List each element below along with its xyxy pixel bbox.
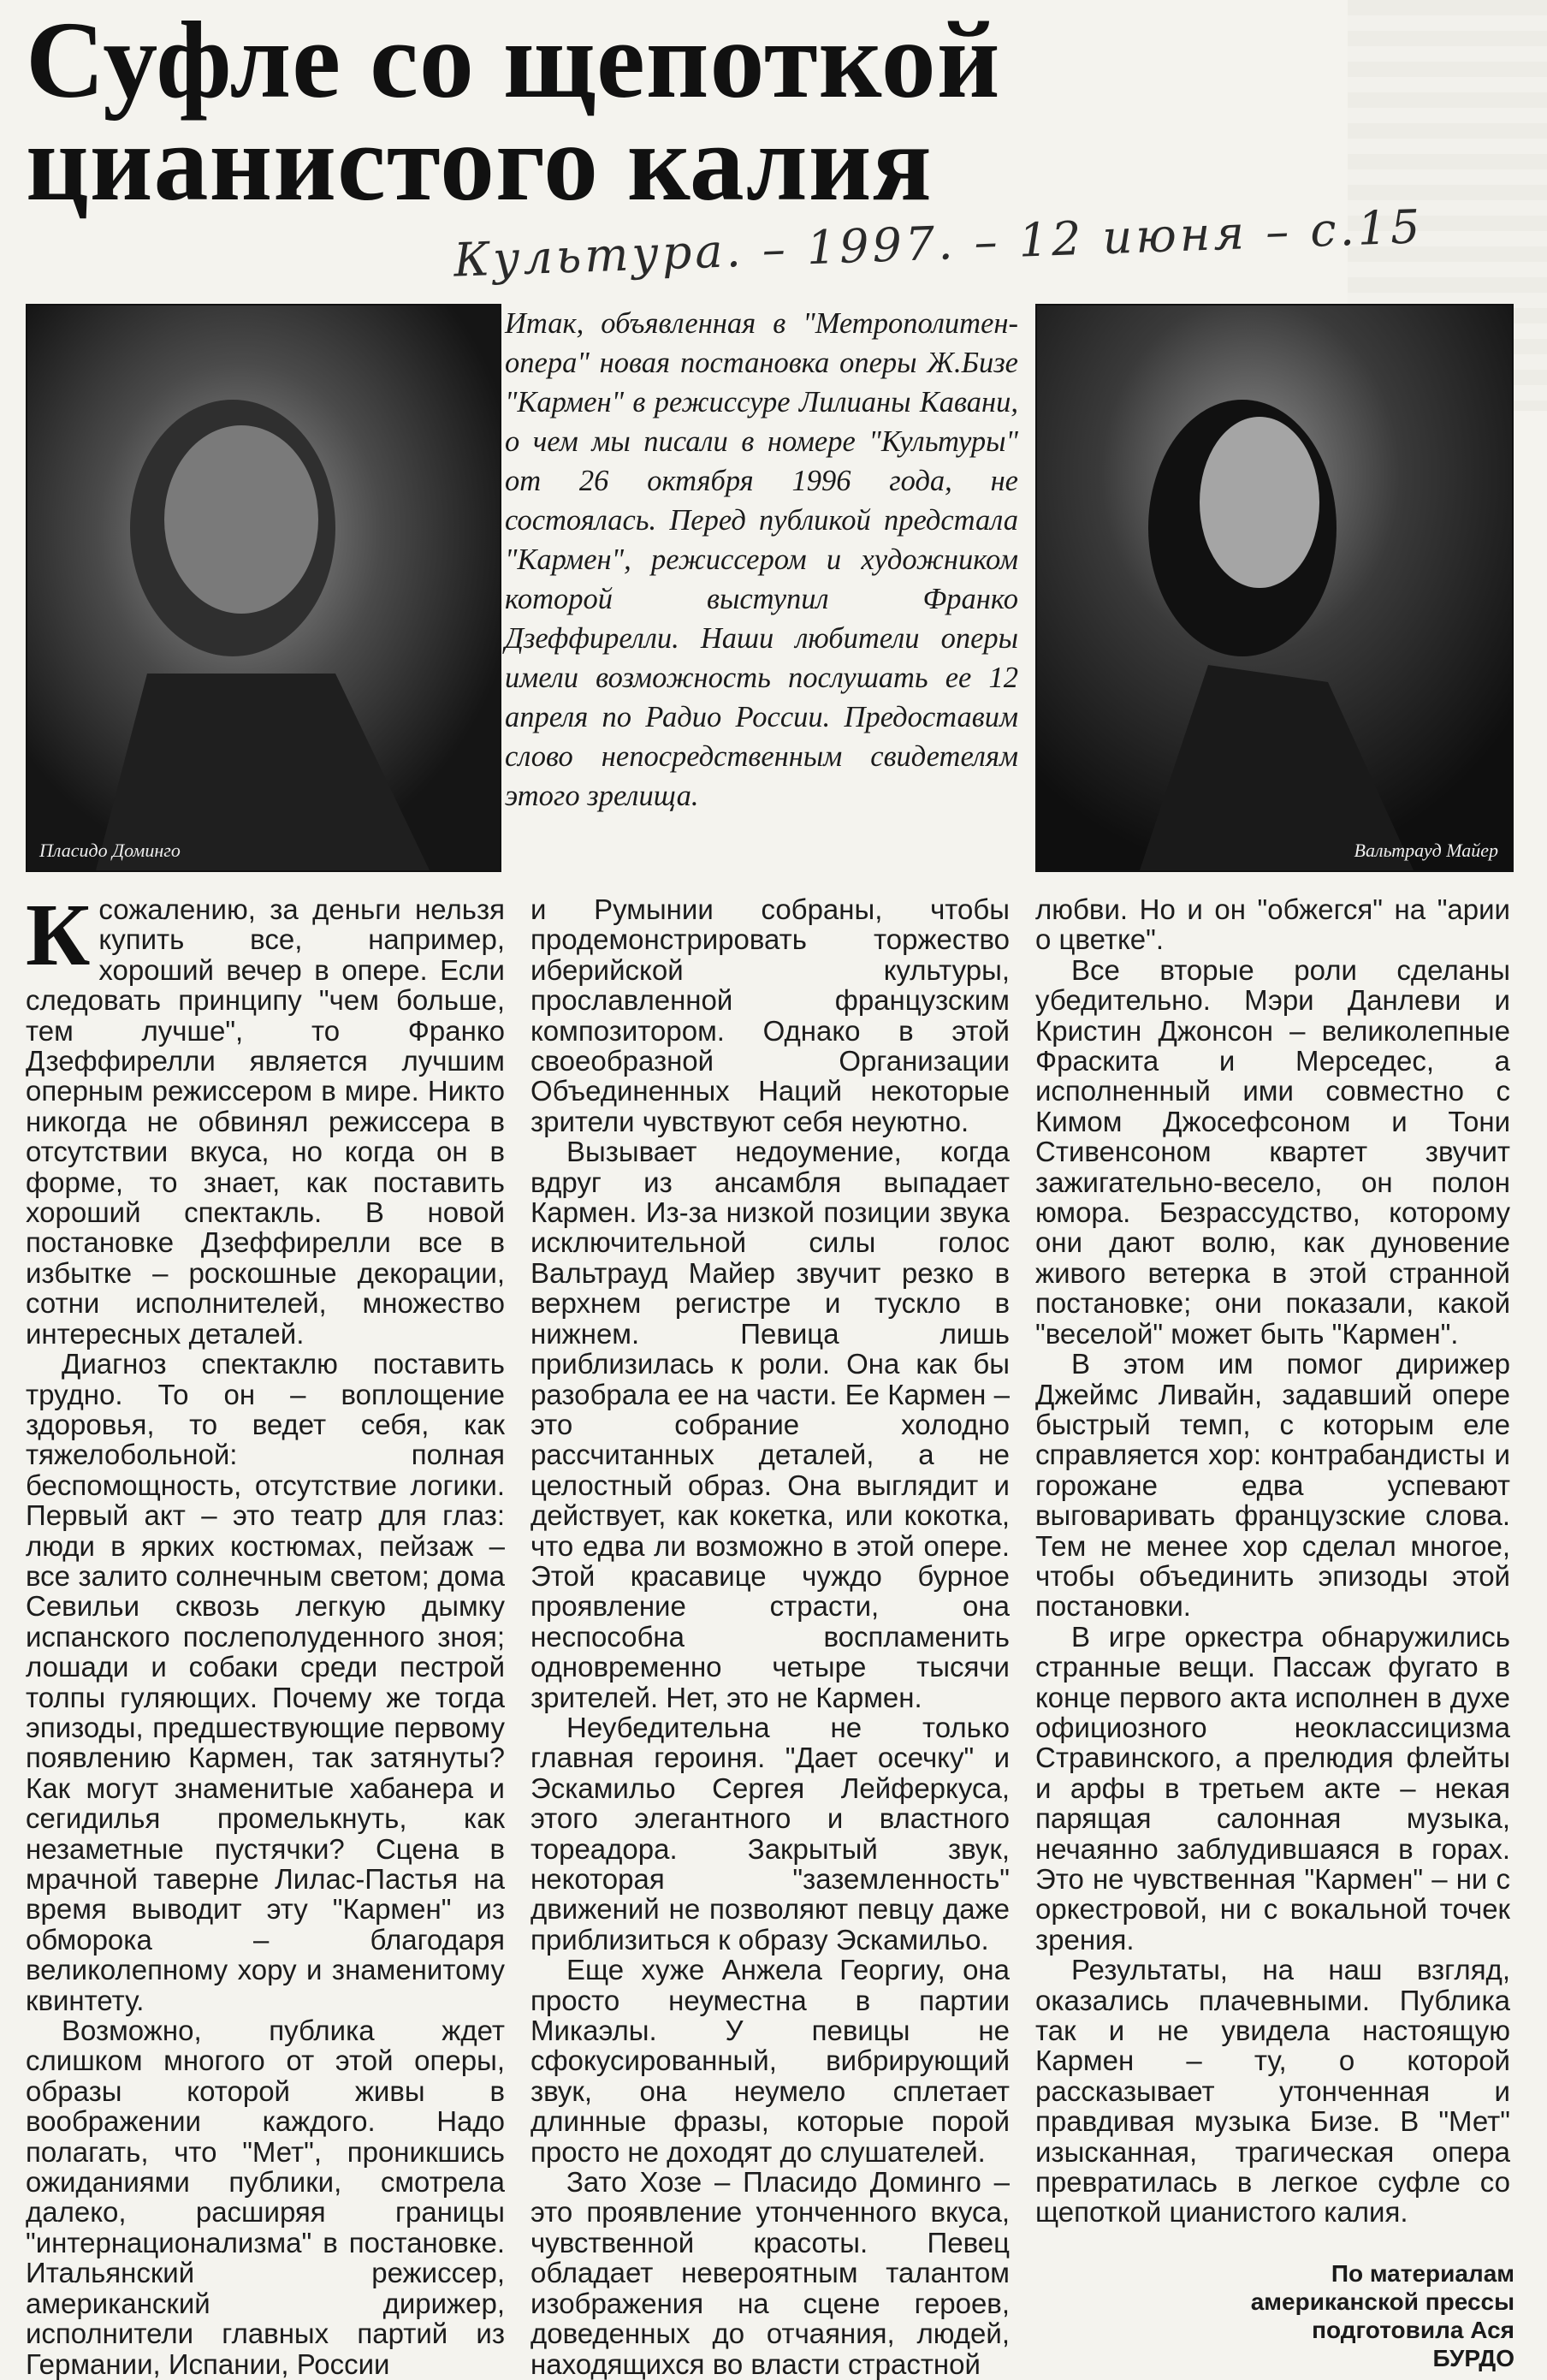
photo-caption: Вальтрауд Майер: [1354, 840, 1498, 861]
article-credit: [1224, 2259, 1514, 2372]
photo-placido-domingo: [26, 304, 501, 872]
paragraph: Возможно, публика ждет слишком многого от этой оперы, образы которой живы в воображении каждого. Надо полагать, что "Мет", проникшись ожиданиями публики, смотрела далеко, расширяя границы "интернационализма" в постановке. Итальянский режиссер, американский дирижер, исполнители главных партий из Германии, Испании, России: [26, 2015, 505, 2380]
portrait-image: [27, 306, 500, 870]
portrait-image: [1037, 306, 1512, 870]
headline-line-2: цианистого калия: [26, 102, 933, 223]
photo-caption: Пласидо Доминго: [39, 840, 181, 861]
paragraph: Результаты, на наш взгляд, оказались плачевными. Публика так и не увидела настоящую Кармен – ту, о которой рассказывает утонченная и правдивая музыка Бизе. В "Мет" изысканная, трагическая опера превратилась в легкое суфле со щепоткой цианистого калия.: [1035, 1954, 1510, 2229]
article-column-3: [1035, 894, 1510, 2228]
article-column-2: [530, 894, 1010, 2379]
paragraph: Диагноз спектаклю поставить трудно. То он – воплощение здоровья, то ведет себя, как тяжелобольной: полная беспомощность, отсутствие логики. Первый акт – это театр для глаз: люди в ярких костюмах, пейзаж – все залито солнечным светом; дома Севильи сквозь легкую дымку испанского послеполуденного зноя; лошади и собаки среди пестрой толпы гуляющих. Почему же тогда эпизоды, предшествующие первому появлению Кармен, так затянуты? Как могут знаменитые хабанера и сегидилья промелькнуть, как незаметные пустячки? Сцена в мрачной таверне Лилас-Пастья на время выводит эту "Кармен" из обморока – благодаря великолепному хору и знаменитому квинтету.: [26, 1348, 505, 2016]
headline: [26, 0, 1309, 223]
paragraph: любви. Но и он "обжегся" на "арии о цветке".: [1035, 893, 1510, 956]
paragraph: и Румынии собраны, чтобы продемонстрировать торжество иберийской культуры, прославленной французским композитором. Однако в этой своеобразной Организации Объединенных Наций некоторые зрители чувствуют себя неуютно.: [530, 893, 1010, 1137]
headline-line-1: Суфле со щепоткой: [26, 0, 1001, 121]
paragraph: Неубедительна не только главная героиня. "Дает осечку" и Эскамильо Сергея Лейферкуса, этого элегантного и властного тореадора. Закрытый звук, некоторая "заземленность" движений не позволяют певцу даже приблизиться к образу Эскамильо.: [530, 1711, 1010, 1956]
drop-cap: К: [26, 886, 91, 984]
photo-waltraud-meier: [1035, 304, 1514, 872]
paragraph: Еще хуже Анжела Георгиу, она просто неуместна в партии Микаэлы. У певицы не сфокусированный, вибрирующий звук, она неумело сплетает длинные фразы, которые порой просто не доходят до слушателей.: [530, 1954, 1010, 2168]
credit-line: подготовила Ася БУРДО: [1312, 2317, 1514, 2371]
paragraph: В этом им помог дирижер Джеймс Ливайн, задавший опере быстрый темп, с которым еле справляется хор: контрабандисты и горожане едва успевают выговаривать французские слова. Тем не менее хор сделал многое, чтобы объединить эпизоды этой постановки.: [1035, 1348, 1510, 1623]
paragraph: Ксожалению, за деньги нельзя купить все, например, хороший вечер в опере. Если следовать принципу "чем больше, тем лучше", то Франко Дзеффирелли является лучшим оперным режиссером в мире. Никто никогда не обвинял режиссера в отсутствии вкуса, но когда он в форме, то знает, как поставить хороший спектакль. В новой постановке Дзеффирелли все в избытке – роскошные декорации, сотни исполнителей, множество интересных деталей.: [26, 886, 505, 1350]
credit-line: американской прессы: [1250, 2288, 1514, 2315]
paragraph: Вызывает недоумение, когда вдруг из ансамбля выпадает Кармен. Из-за низкой позиции звука исключительной силы голос Вальтрауд Майер звучит резко в верхнем регистре и тускло в нижнем. Певица лишь приблизилась к роли. Она как бы разобрала ее на части. Ее Кармен – это собрание холодно рассчитанных деталей, а не целостный образ. Она выглядит и действует, как кокетка, или кокотка, что едва ли возможно в этой опере. Этой красавице чуждо бурное проявление страсти, она неспособна воспламенить одновременно четыре тысячи зрителей. Нет, это не Кармен.: [530, 1136, 1010, 1713]
paragraph: Все вторые роли сделаны убедительно. Мэри Данлеви и Кристин Джонсон – великолепные Фраскита и Мерседес, а исполненный ими совместно с Кимом Джосефсоном и Тони Стивенсоном квартет звучит зажигательно-весело, он полон юмора. Безрассудство, которому они дают волю, как дуновение живого ветерка в этой странной постановке; они показали, какой "веселой" может быть "Кармен".: [1035, 953, 1510, 1350]
paragraph: Зато Хозе – Пласидо Доминго – это проявление утонченного вкуса, чувственной красоты. Певец обладает невероятным талантом изображения на сцене героев, доведенных до отчаяния, людей, находящихся во власти страстной: [530, 2166, 1010, 2380]
handwritten-citation: Культура. – 1997. – 12 июня – с.15: [453, 199, 1425, 288]
lead-paragraph: Итак, объявленная в "Метрополитен-опера" новая постановка оперы Ж.Бизе "Кармен" в режиссуре Лилианы Кавани, о чем мы писали в номере "Культуры" от 26 октября 1996 года, не состоялась. Перед публикой предстала "Кармен", режиссером и художником которой выступил Франко Дзеффирелли. Наши любители оперы имели возможность послушать ее 12 апреля по Радио России. Предоставим слово непосредственным свидетелям этого зрелища.: [505, 307, 1018, 812]
paragraph: В игре оркестра обнаружились странные вещи. Пассаж фугато в конце первого акта исполнен в духе официозного неоклассицизма Стравинского, а прелюдия флейты и арфы в третьем акте – некая парящая салонная музыка, нечаянно заблудившаяся в горах. Это не чувственная "Кармен" – ни с оркестровой, ни с вокальной точек зрения.: [1035, 1620, 1510, 1956]
article-column-1: [26, 886, 505, 2380]
credit-line: По материалам: [1331, 2260, 1514, 2287]
